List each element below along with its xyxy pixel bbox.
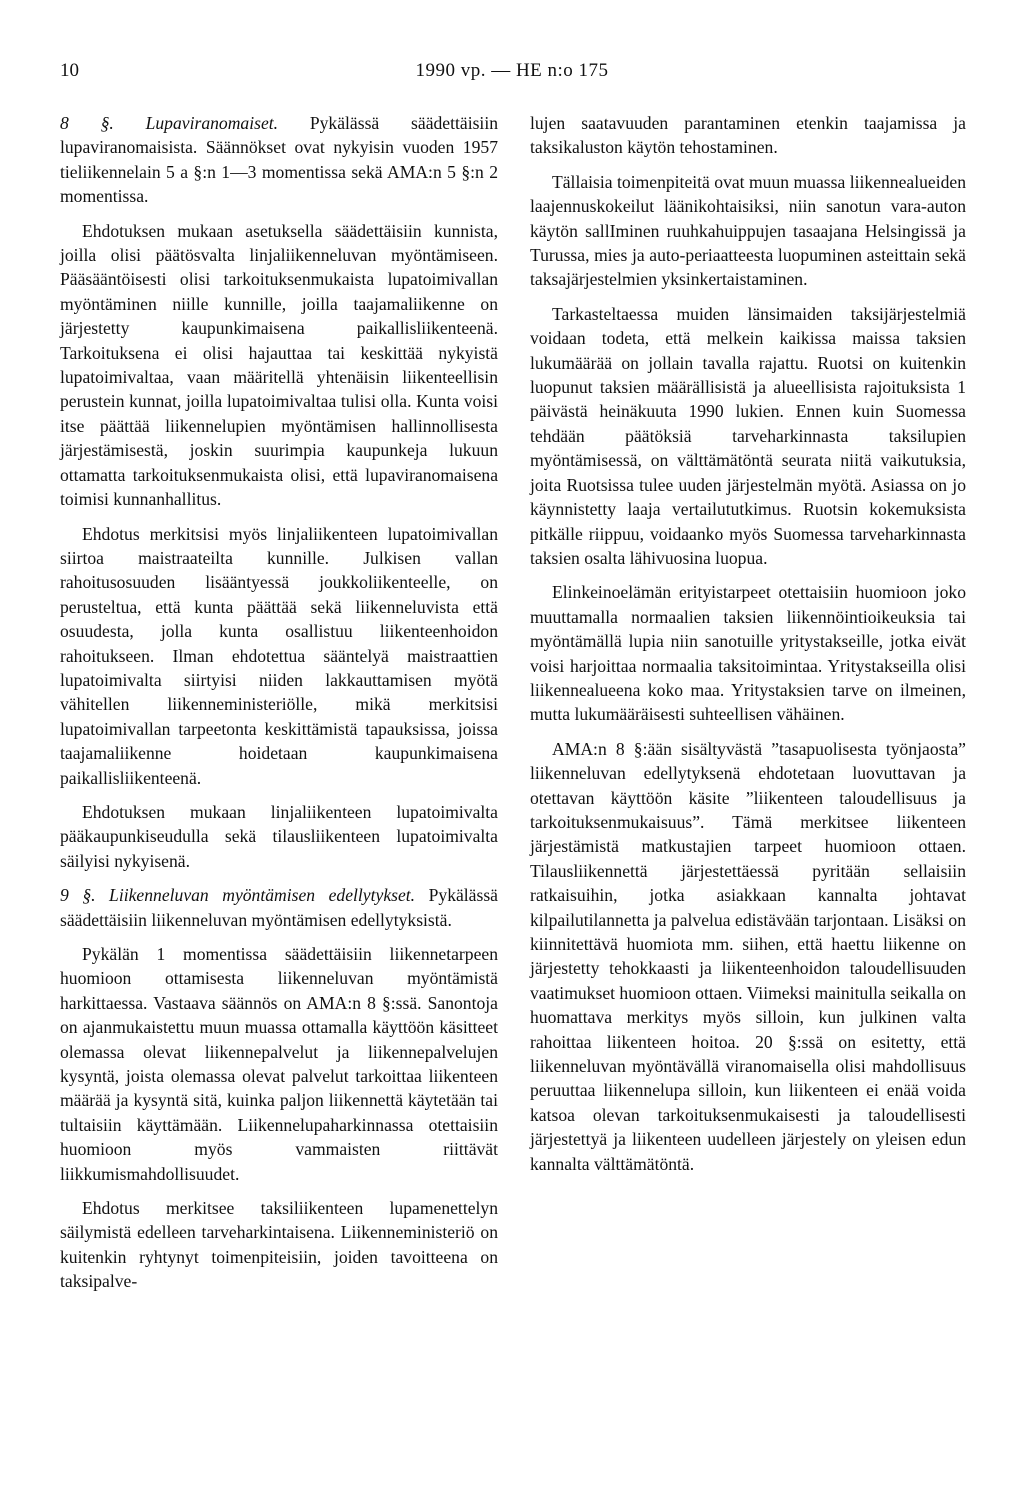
paragraph: Tarkasteltaessa muiden länsimaiden taksijärjestelmiä voidaan todeta, että melkein kaikissa maissa taksien lukumäärää on jollain tavalla rajattu. Ruotsi on kuitenkin luopunut taksien määrällisistä ja alueellisista rajoituksista 1 päivästä heinäkuuta 1990 lukien. Ennen kuin Suomessa tehdään päätöksiä tarveharkinnasta taksilupien myöntämisessä, on välttämätöntä seurata niitä vaikutuksia, joita Ruotsissa tulee uuden järjestelmän myötä. Asiassa on jo käynnistetty laaja vertailututkimus. Ruotsin kokemuksista pitkälle riippuu, voidaanko myös Suomessa tarveharkinnasta taksien osalta lähivuosina luopua. <box>530 303 966 568</box>
paragraph: Elinkeinoelämän erityistarpeet otettaisiin huomioon joko muuttamalla normaalien taksien liikennöintioikeuksia tai myöntämällä lupia niin sanotuille yritystakseille, jotka eivät voisi harjoittaa normaalia taksitoimintaa. Yritystakseilla olisi liikennealueena koko maa. Yritystaksien tarve on ilmeinen, mutta lukumääräisesti suhteellisen vähäinen. <box>530 582 966 725</box>
paragraph: Tällaisia toimenpiteitä ovat muun muassa liikennealueiden laajennuskokeilut läänikohtaisiksi, niin sanotun vara-auton käytön sallIminen ruuhkahuippujen tasaajana Helsingissä ja Turussa, mies ja auto-periaatteesta luopuminen asteittain sekä taksajärjestelmien yksinkertaistaminen. <box>530 171 966 290</box>
page-header <box>60 60 964 90</box>
paragraph: Ehdotus merkitsee taksiliikenteen lupamenettelyn säilymistä edelleen tarveharkintaisena. Liikenneministeriö on kuitenkin ryhtynyt toimenpiteisiin, joiden tavoitteena on taksipalve- <box>60 1198 498 1292</box>
paragraph <box>60 883 498 932</box>
page-header-title: 1990 vp. — HE n:o 175 <box>415 60 609 81</box>
paragraph <box>60 111 498 209</box>
paragraph-text: Pykälässä säädettäisiin lupaviranomaisista. Säännökset ovat nykyisin vuoden 1957 tieliikennelain 5 a §:n 1—3 momentissa sekä AMA:n 5 §:n 2 momentissa. <box>60 113 498 207</box>
paragraph-text: Pykälässä säädettäisiin liikenneluvan myöntämisen edellytyksistä. <box>60 885 498 930</box>
paragraph: Pykälän 1 momentissa säädettäisiin liikennetarpeen huomioon ottamisesta liikenneluvan myöntämistä harkittaessa. Vastaava säännös on AMA:n 8 §:ssä. Sanontoja on ajanmukaistettu muun muassa ottamalla käyttöön käsitteet olemassa olevat liikennepalvelut ja liikennepalvelujen kysyntä, joista olemassa olevat palvelut tarkoittaa liikenteen määrää ja kysyntä sitä, kuinka paljon liikennettä käytetään tai tultaisiin käyttämään. Liikennelupaharkinnassa otettaisiin huomioon myös vammaisten riittävät liikkumismahdollisuudet. <box>60 944 498 1184</box>
right-column <box>530 111 966 1186</box>
section-heading: 9 §. Liikenneluvan myöntämisen edellytykset. <box>60 885 416 906</box>
paragraph: Ehdotus merkitsisi myös linjaliikenteen lupatoimivallan siirtoa maistraateilta kunnille. Julkisen vallan rahoitusosuuden lisääntyessä joukkoliikenteelle, on perusteltua, että kunta päättää sekä liikenneluvista että osuudesta, jolla kunta osallistuu liikenteenhoidon rahoitukseen. Ilman ehdotettua sääntelyä maistraattien lupatoimivalta siirtyisi niiden lakkauttamisen myötä vähitellen liikenneministeriölle, mikä merkitsisi lupatoimivallan tarpeetonta keskittämistä tapauksissa, joissa taajamaliikenne hoidetaan kaupunkimaisena paikallisliikenteenä. <box>60 523 498 788</box>
left-column <box>60 111 498 1304</box>
paragraph: Ehdotuksen mukaan asetuksella säädettäisiin kunnista, joilla olisi päätösvalta linjaliikenneluvan myöntämiseen. Pääsääntöisesti olisi tarkoituksenmukaista lupatoimivallan myöntäminen niille kunnille, joilla taajamaliikenne on järjestetty kaupunkimaisena paikallisliikenteenä. Tarkoituksena ei olisi hajauttaa tai keskittää nykyistä lupatoimivaltaa, vaan määritellä yhtenäisin liikenteellisin perustein kunnat, joilla lupatoimivaltaa tulisi olla. Kunta voisi itse päättää liikennelupien myöntämisen hallinnollisesta järjestämisestä, joskin suurimpia kaupunkeja lukuun ottamatta tarkoituksenmukaista olisi, että lupaviranomaisena toimisi kunnanhallitus. <box>60 220 498 510</box>
paragraph: AMA:n 8 §:ään sisältyvästä ”tasapuolisesta työnjaosta” liikenneluvan edellytyksenä ehdotetaan luovuttavan ja otettavan käyttöön käsite ”liikenteen taloudellisuus ja tarkoituksenmukaisuus”. Tämä merkitsee liikenteen järjestämistä matkustajien tarpeet huomioon ottaen. Tilausliikennettä järjestettäessä pyritään sellaisiin ratkaisuihin, jotka asiakkaan kannalta johtavat kilpailutilannetta ja palvelua edistävään tarjontaan. Lisäksi on kiinnitettävä huomiota mm. siihen, että haettu liikenne on järjestetty tehokkaasti ja liikenteenhoidon taloudellisuuden vaatimukset huomioon ottaen. Viimeksi mainitulla seikalla on huomattava merkitys myös silloin, kun julkinen valta rahoittaa liikenteen hoitoa. 20 §:ssä on esitetty, että liikenneluvan myöntävällä viranomaisella olisi mahdollisuus peruuttaa liikennelupa silloin, kun liikenteen ei enää voida katsoa olevan tarkoituksenmukaisesti ja taloudellisesti järjestettyä ja liikenteen uudelleen järjestely on yleisen edun kannalta välttämätöntä. <box>530 738 966 1174</box>
paragraph: lujen saatavuuden parantaminen etenkin taajamissa ja taksikaluston käytön tehostaminen. <box>530 113 966 158</box>
paragraph: Ehdotuksen mukaan linjaliikenteen lupatoimivalta pääkaupunkiseudulla sekä tilausliikenteen lupatoimivalta säilyisi nykyisenä. <box>60 801 498 871</box>
page-number: 10 <box>60 60 79 81</box>
section-heading: 8 §. Lupaviranomaiset. <box>60 113 279 133</box>
